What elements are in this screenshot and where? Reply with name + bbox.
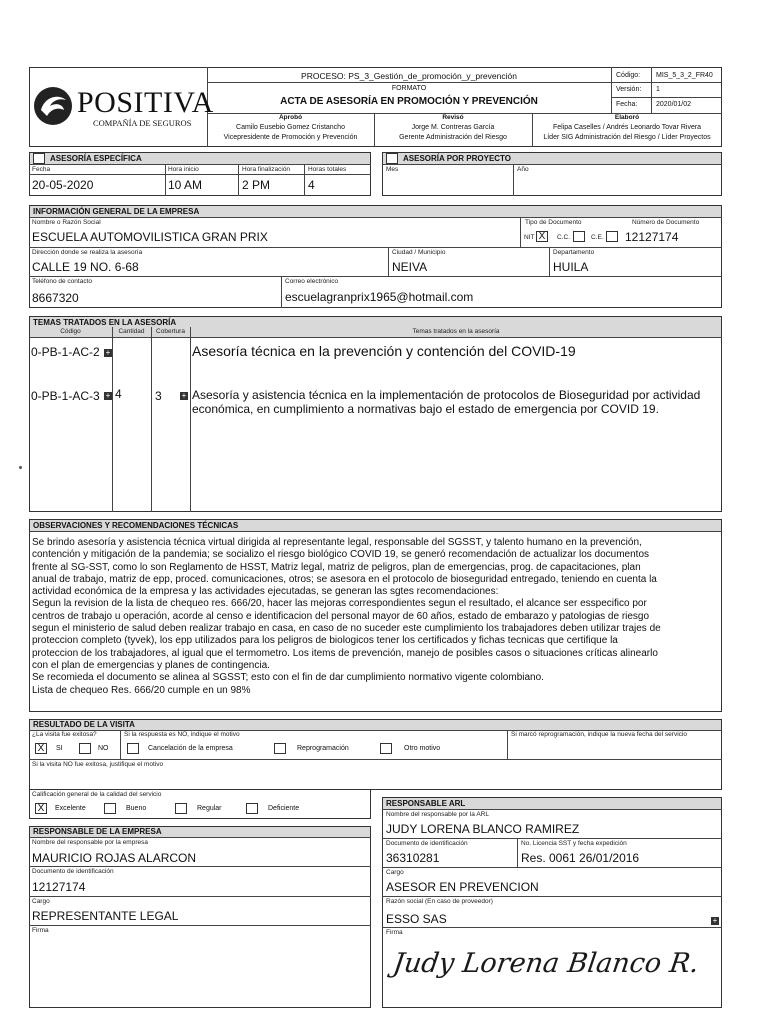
arl-role-label: Cargo <box>386 869 404 876</box>
table-row <box>29 343 722 373</box>
company-resp-sign-label: Firma <box>32 927 49 934</box>
date-value: 2020/01/02 <box>656 101 692 108</box>
topics-title: TEMAS TRATADOS EN LA ASESORÍA <box>33 318 177 327</box>
total-field-label: Horas totales <box>308 166 347 173</box>
arl-name[interactable]: JUDY LORENA BLANCO RAMIREZ <box>386 822 580 836</box>
cancel-checkbox[interactable] <box>127 743 139 754</box>
logo-name: POSITIVA <box>77 86 214 119</box>
nit-label: NIT <box>524 234 535 241</box>
company-resp-title: RESPONSABLE DE LA EMPRESA <box>33 827 162 836</box>
deficient-label: Deficiente <box>268 805 300 812</box>
obs-line: segun el ministerio de salud deben realizar trabajo en casa, en caso de no suceder este cumplimiento los trabajadores deben utilizar trajes de <box>32 623 661 635</box>
logo-sub: COMPAÑÍA DE SEGUROS <box>93 118 192 128</box>
start-field-label: Hora inicio <box>168 166 199 173</box>
expand-icon[interactable]: + <box>181 391 187 400</box>
project-checkbox[interactable] <box>386 153 398 164</box>
expand-icon[interactable]: + <box>105 348 111 357</box>
obs-line: Segun la revision de la lista de chequeo res. 666/20, hacer las mejoras correspondientes segun el resultado, el alcance ser esspecifico por <box>32 598 647 610</box>
end-field[interactable]: 2 PM <box>242 178 271 192</box>
excellent-checkbox[interactable]: X <box>35 803 47 814</box>
form-title: ACTA DE ASESORÍA EN PROMOCIÓN Y PREVENCIÓN <box>280 96 538 107</box>
approved-role: Vicepresidente de Promoción y Prevención <box>223 134 358 141</box>
positiva-emblem-icon <box>33 86 73 126</box>
logo <box>33 84 214 134</box>
observations-title: OBSERVACIONES Y RECOMENDACIONES TÉCNICAS <box>33 521 239 530</box>
made-label: Elaboró <box>614 114 640 121</box>
obs-line: con el plan de emergencias y planes de contingencia. <box>32 659 270 671</box>
arl-license-label: No. Licencia SST y fecha expedición <box>521 840 627 847</box>
code-label: Código: <box>616 72 641 79</box>
no-label: NO <box>98 745 109 752</box>
process-label: PROCESO: PS_3_Gestión_de_promoción_y_prevención <box>301 71 517 81</box>
reschedule-label: Si marcó reprogramación, indique la nueva fecha del servicio <box>511 731 687 738</box>
obs-line: proteccion completo (tyvek), los epp utilizados para los peligros de biologicos tener los certificados y fichas tecnicas que certifique la <box>32 635 618 647</box>
reviewed-label: Revisó <box>442 114 464 121</box>
company-resp-id[interactable]: 12127174 <box>32 880 86 894</box>
company-name-label: Nombre o Razón Social <box>32 219 101 226</box>
company-name[interactable]: ESCUELA AUTOMOVILISTICA GRAN PRIX <box>32 230 268 244</box>
doc-number[interactable]: 12127174 <box>625 230 679 244</box>
specific-title: ASESORÍA ESPECÍFICA <box>50 154 142 163</box>
arl-signature[interactable]: Judy Lorena Blanco R. <box>391 948 701 979</box>
specific-checkbox[interactable] <box>33 153 45 164</box>
success-question: ¿La visita fue exitosa? <box>32 731 97 738</box>
yes-label: SI <box>56 745 63 752</box>
regular-checkbox[interactable] <box>175 803 187 814</box>
company-resp-name-label: Nombre del responsable por la empresa <box>32 839 148 846</box>
col-topic: Temas tratados en la asesoría <box>412 328 500 335</box>
arl-name-label: Nombre del responsable por la ARL <box>386 811 489 818</box>
justify-label: Si la visita NO fue exitosa, justifique el motivo <box>32 761 164 768</box>
cancel-label: Cancelación de la empresa <box>148 745 233 752</box>
excellent-label: Excelente <box>55 805 86 812</box>
obs-line: frente al SG-SST, como lo son Reglamento de HSST, Matriz legal, matriz de peligros, plan de emergencias, prog. de capacitaciones, plan <box>32 561 641 573</box>
version-value: 1 <box>656 86 660 93</box>
year-label: Año <box>517 166 529 173</box>
version-label: Versión: <box>616 86 642 93</box>
end-field-label: Hora finalización <box>242 166 291 173</box>
phone[interactable]: 8667320 <box>32 291 79 305</box>
company-resp-name[interactable]: MAURICIO ROJAS ALARCON <box>32 851 197 865</box>
arl-role[interactable]: ASESOR EN PREVENCION <box>386 880 539 894</box>
approved-name: Camilo Eusebio Gomez Cristancho <box>236 124 345 131</box>
obs-line: anual de trabajo, matriz de epp, proced. comunicaciones, otros; se asesora en el protocolo de bioseguridad entregado, teniendo en cuenta la <box>32 573 657 585</box>
expand-icon[interactable]: + <box>105 391 111 400</box>
observations-text <box>32 537 720 697</box>
made-name: Felipa Caselles / Andrés Leonardo Tovar Rivera <box>552 124 702 131</box>
expand-icon[interactable]: + <box>712 916 718 925</box>
company-resp-role-label: Cargo <box>32 898 50 905</box>
col-code: Código <box>60 328 81 335</box>
arl-provider[interactable]: ESSO SAS <box>386 912 447 926</box>
obs-line: Se brindo asesoría y asistencia técnica virtual dirigida al representante legal, responsable del SGSST, y talento humano en la prevención, <box>32 537 642 548</box>
email-label: Correo electrónico <box>285 278 339 285</box>
obs-line: contención y mitigación de la pandemia; se socializo el riesgo biológico COVID 19, se generó recomendación de actualizar los documentos <box>32 549 650 561</box>
format-label: FORMATO <box>391 85 427 92</box>
company-title: INFORMACIÓN GENERAL DE LA EMPRESA <box>33 207 200 216</box>
arl-sign-label: Firma <box>386 929 403 936</box>
address[interactable]: CALLE 19 NO. 6-68 <box>32 260 139 274</box>
result-title: RESULTADO DE LA VISITA <box>33 720 135 729</box>
doc-number-label: Número de Documento <box>632 219 700 226</box>
rating-label: Calificación general de la calidad del servicio <box>32 791 162 798</box>
arl-provider-label: Razón social (En caso de proveedor) <box>386 898 493 905</box>
yes-checkbox[interactable]: X <box>35 743 47 754</box>
nit-checkbox[interactable]: X <box>536 231 548 242</box>
table-row <box>29 387 722 427</box>
email[interactable]: escuelagranprix1965@hotmail.com <box>285 290 474 304</box>
city-label: Ciudad / Municipio <box>392 249 446 256</box>
obs-line: Lista de chequeo Res. 666/20 cumple en un 98% <box>32 684 251 696</box>
other-checkbox[interactable] <box>380 743 392 754</box>
col-qty: Cantidad <box>118 328 145 335</box>
row-code: 0-PB-1-AC-3 <box>31 389 100 403</box>
cc-checkbox[interactable] <box>573 231 585 242</box>
other-label: Otro motivo <box>404 745 441 752</box>
made-role: Líder SIG Administración del Riesgo / Líder Proyectos <box>543 134 711 141</box>
month-label: Mes <box>386 166 399 173</box>
arl-title: RESPONSABLE ARL <box>386 799 466 808</box>
no-checkbox[interactable] <box>79 743 91 754</box>
reason-label: Si la respuesta es NO, indique el motivo <box>124 731 240 738</box>
dept-label: Departamento <box>553 249 595 256</box>
approved-label: Aprobó <box>278 114 303 121</box>
code-value: MIS_5_3_2_FR40 <box>656 72 713 79</box>
ce-checkbox[interactable] <box>606 231 618 242</box>
date-field[interactable]: 20-05-2020 <box>32 178 94 192</box>
reprog-label: Reprogramación <box>297 745 349 752</box>
deficient-checkbox[interactable] <box>246 803 258 814</box>
stray-dot <box>19 466 22 469</box>
total-field[interactable]: 4 <box>308 178 315 192</box>
phone-label: Teléfono de contacto <box>32 278 92 285</box>
city[interactable]: NEIVA <box>392 260 428 274</box>
col-cov: Cobertura <box>156 328 185 335</box>
ce-label: C.E. <box>591 234 604 241</box>
company-resp-id-label: Documento de identificación <box>32 868 114 875</box>
good-label: Bueno <box>126 805 147 812</box>
row-topic: Asesoría técnica en la prevención y contención del COVID-19 <box>192 343 576 359</box>
company-resp-role[interactable]: REPRESENTANTE LEGAL <box>32 909 179 923</box>
row-cov: 3 <box>155 389 162 403</box>
date-label: Fecha: <box>616 101 638 108</box>
good-checkbox[interactable] <box>104 803 116 814</box>
row-code: 0-PB-1-AC-2 <box>31 345 100 359</box>
doc-type-label: Tipo de Documento <box>525 219 582 226</box>
start-field[interactable]: 10 AM <box>168 178 203 192</box>
obs-line: proteccion de los trabajadores, al igual que el termometro. Los items de prevención, manejo de posibles casos o situaciones críticas alinearlo <box>32 647 658 659</box>
regular-label: Regular <box>197 805 222 812</box>
company-signature-field[interactable] <box>30 936 370 1007</box>
date-field-label: Fecha <box>32 166 51 173</box>
cc-label: C.C. <box>557 234 570 241</box>
project-title: ASESORÍA POR PROYECTO <box>403 154 512 163</box>
address-label: Dirección donde se realiza la asesoría <box>32 249 143 256</box>
arl-id-label: Documento de identificación <box>386 840 468 847</box>
arl-license[interactable]: Res. 0061 26/01/2016 <box>521 851 640 865</box>
obs-line: Se recomieda el documento se alinea al SGSST; esto con el fin de dar cumplimiento normativo vigente colombiano. <box>32 672 544 684</box>
obs-line: centros de trabajo u operación, acorde al censo e identificacion del personal mayor de 60 años, estado de embarazo y patologias de riesgo <box>32 610 650 622</box>
reprog-checkbox[interactable] <box>274 743 286 754</box>
reviewed-role: Gerente Administración del Riesgo <box>399 134 507 141</box>
reviewed-name: Jorge M. Contreras García <box>411 124 495 131</box>
dept[interactable]: HUILA <box>553 260 589 274</box>
row-topic: Asesoría y asistencia técnica en la implementación de protocolos de Bioseguridad por actividad económica, en cumplimiento a normativas bajo el estado de emergencia por COVID 19. <box>192 388 701 416</box>
obs-line: actividad económica de la empresa y las actividades ejecutadas, se generan las sgtes recomendaciones: <box>32 586 499 598</box>
arl-id[interactable]: 36310281 <box>386 851 440 865</box>
row-qty: 4 <box>115 387 122 401</box>
